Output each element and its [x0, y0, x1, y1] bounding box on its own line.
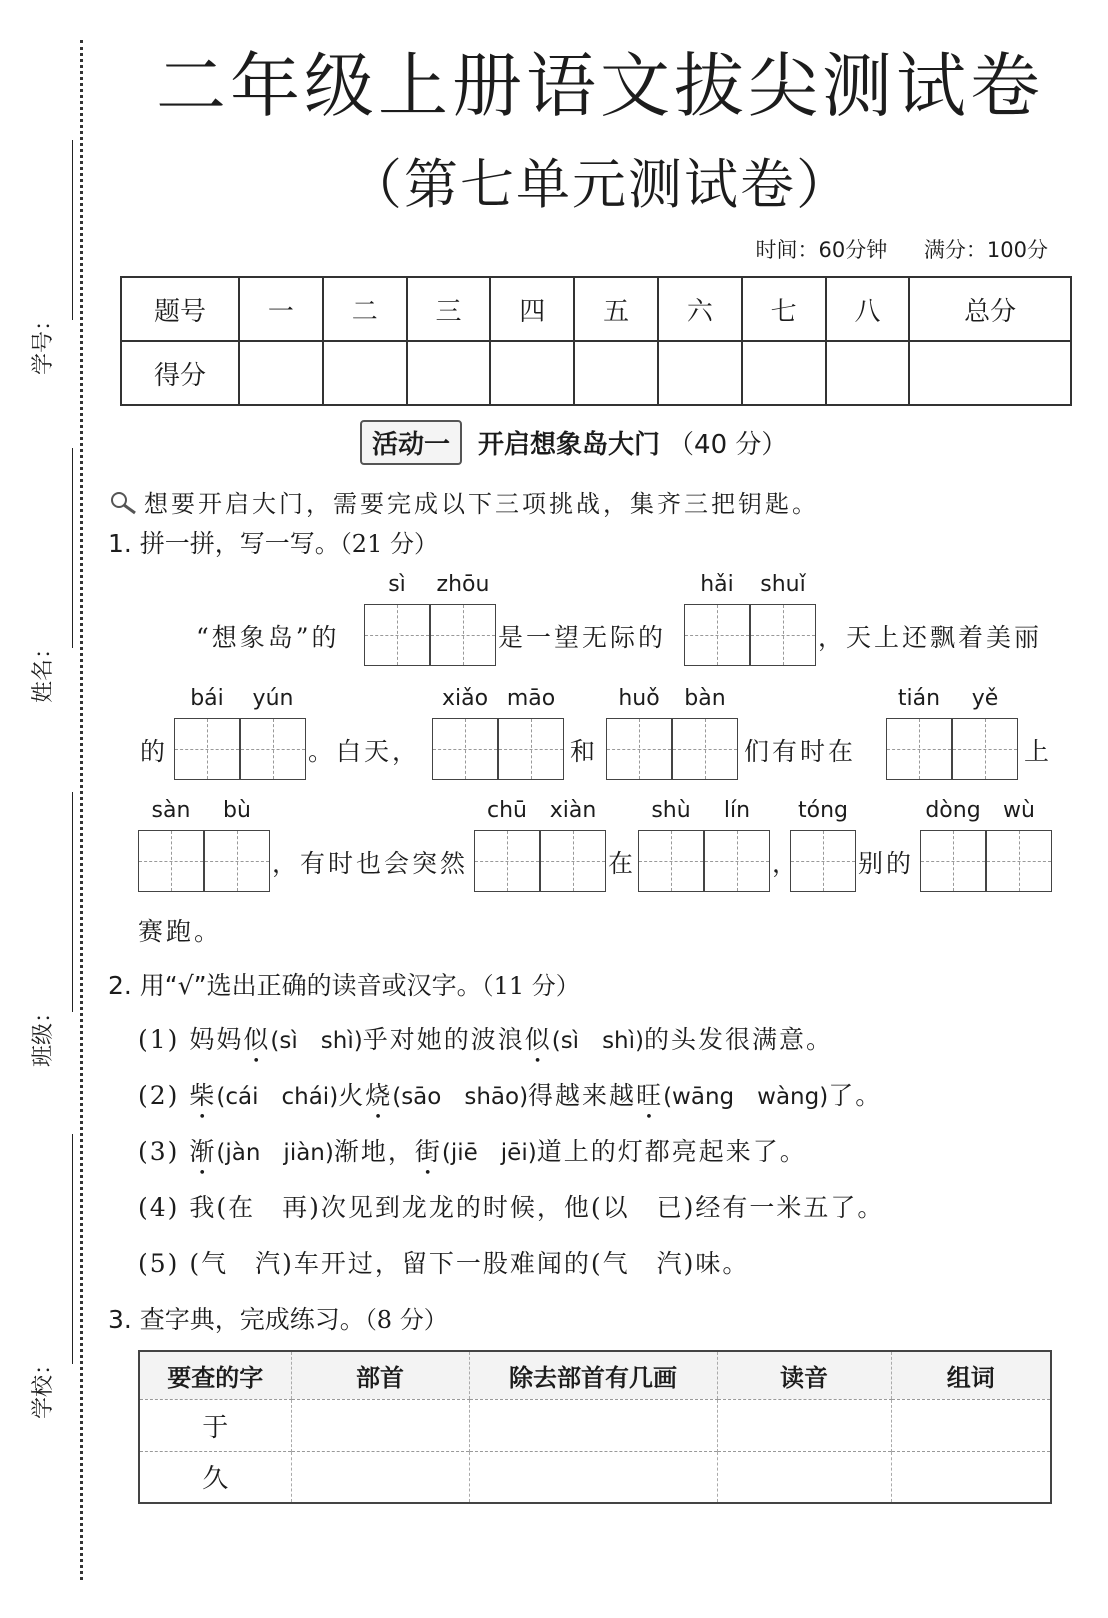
pinyin-options[interactable]: (sì shì)	[270, 1028, 363, 1054]
item-text: 的头发很满意。	[644, 1025, 834, 1054]
q1-text: 们有时在	[744, 737, 857, 766]
question-2-text: 2. 用“√”选出正确的读音或汉字。	[108, 971, 482, 1000]
item-text: 妈妈	[189, 1025, 244, 1054]
item-number: (2)	[138, 1081, 180, 1110]
question-3-text: 3. 查字典，完成练习。	[108, 1305, 365, 1334]
marked-char: 似	[524, 1025, 552, 1054]
writing-box[interactable]	[672, 718, 738, 780]
header-char: 要查的字	[139, 1351, 291, 1399]
pinyin-tong: tóng	[798, 798, 848, 823]
score-table-score-row	[121, 341, 1071, 405]
marked-char: 烧	[365, 1081, 393, 1110]
marked-char: 街	[414, 1137, 442, 1166]
pinyin-bu: bù	[223, 798, 251, 823]
q2-item-5[interactable]	[138, 1244, 749, 1280]
marked-char: 似	[243, 1025, 271, 1054]
score-cell[interactable]	[574, 341, 658, 405]
pinyin-shui: shuǐ	[760, 572, 806, 597]
score-col-8: 八	[826, 277, 910, 341]
score-cell[interactable]	[407, 341, 491, 405]
score-table-header-row	[121, 277, 1071, 341]
table-row	[139, 1451, 1051, 1503]
pinyin-options[interactable]: (wāng wàng)	[663, 1084, 829, 1110]
answer-cell[interactable]	[291, 1399, 469, 1451]
q1-text: ，天上还飘着美丽	[818, 623, 1043, 652]
q1-text: 是一望无际的	[498, 623, 667, 652]
item-text: 得越来越	[528, 1081, 637, 1110]
item-number: (1)	[138, 1025, 180, 1054]
pinyin-xian: xiàn	[549, 798, 597, 823]
answer-cell[interactable]	[717, 1399, 891, 1451]
header-reading: 读音	[717, 1351, 891, 1399]
pinyin-lin: lín	[723, 798, 751, 823]
writing-box[interactable]	[204, 830, 270, 892]
question-1-text: 1. 拼一拼，写一写。	[108, 529, 340, 558]
name-label: 姓名：	[31, 636, 56, 703]
question-3-title	[108, 1300, 448, 1336]
question-1-points: （21 分）	[339, 530, 438, 558]
header-words: 组词	[891, 1351, 1051, 1399]
answer-cell[interactable]	[891, 1399, 1051, 1451]
writing-box[interactable]	[498, 718, 564, 780]
student-number-field[interactable]	[20, 140, 76, 400]
writing-box[interactable]	[684, 604, 750, 666]
q1-text: 和	[570, 737, 599, 766]
question-1-title	[108, 524, 438, 560]
q1-text: ，	[772, 849, 801, 878]
item-text: 了。	[828, 1081, 883, 1110]
score-col-7: 七	[742, 277, 826, 341]
name-field[interactable]	[20, 448, 76, 728]
pinyin-wu: wù	[1003, 798, 1035, 823]
writing-box[interactable]	[952, 718, 1018, 780]
score-cell[interactable]	[490, 341, 574, 405]
pinyin-hai: hǎi	[700, 572, 734, 597]
score-cell[interactable]	[239, 341, 323, 405]
writing-box[interactable]	[138, 830, 204, 892]
writing-box[interactable]	[790, 830, 856, 892]
pinyin-options[interactable]: (sì shì)	[551, 1028, 644, 1054]
writing-box[interactable]	[606, 718, 672, 780]
q1-text: “想象岛”的	[196, 623, 340, 652]
activity-heading	[360, 420, 787, 465]
answer-cell[interactable]	[717, 1451, 891, 1503]
pinyin-ban: bàn	[684, 686, 726, 711]
pinyin-bai: bái	[190, 686, 224, 711]
marked-char: 旺	[636, 1081, 664, 1110]
activity-points: （40 分）	[668, 430, 788, 460]
marked-char: 渐	[189, 1137, 217, 1166]
item-number: (5)	[138, 1249, 180, 1278]
score-col-2: 二	[323, 277, 407, 341]
page-title: 二年级上册语文拔尖测试卷	[156, 45, 1044, 127]
pinyin-san: sàn	[151, 798, 191, 823]
writing-box[interactable]	[540, 830, 606, 892]
time-limit: 时间：60分钟	[755, 238, 888, 262]
question-2-title	[108, 966, 580, 1002]
page-subtitle: （第七单元测试卷）	[348, 153, 852, 216]
activity-tag: 活动一	[360, 420, 462, 465]
writing-box[interactable]	[638, 830, 704, 892]
answer-cell[interactable]	[469, 1399, 717, 1451]
writing-box[interactable]	[920, 830, 986, 892]
q1-text: 上	[1024, 737, 1053, 766]
score-cell[interactable]	[323, 341, 407, 405]
header-radical: 部首	[291, 1351, 469, 1399]
table-row	[139, 1399, 1051, 1451]
score-col-5: 五	[574, 277, 658, 341]
q1-text: 别的	[858, 849, 915, 878]
score-col-6: 六	[658, 277, 742, 341]
cut-line	[80, 40, 83, 1580]
intro-line	[108, 484, 819, 519]
pinyin-shu: shù	[651, 798, 691, 823]
lookup-char: 久	[139, 1451, 291, 1503]
q1-text: 的	[140, 737, 169, 766]
item-text: 乎对她的波浪	[362, 1025, 525, 1054]
exam-meta	[755, 234, 1048, 264]
answer-cell[interactable]	[891, 1451, 1051, 1503]
lookup-char: 于	[139, 1399, 291, 1451]
q2-item-4[interactable]	[138, 1188, 884, 1224]
q1-text: 赛跑。	[138, 917, 223, 946]
student-number-label: 学号：	[31, 308, 56, 375]
writing-box[interactable]	[174, 718, 240, 780]
answer-cell[interactable]	[291, 1451, 469, 1503]
class-field[interactable]	[20, 792, 76, 1092]
question-2-points: （11 分）	[481, 972, 580, 1000]
score-cell[interactable]	[909, 341, 1071, 405]
writing-box[interactable]	[432, 718, 498, 780]
score-label: 得分	[121, 341, 239, 405]
item-number: (4)	[138, 1193, 180, 1222]
score-col-total: 总分	[909, 277, 1071, 341]
q2-item-2[interactable]	[138, 1076, 882, 1125]
writing-box[interactable]	[240, 718, 306, 780]
score-col-1: 一	[239, 277, 323, 341]
writing-box[interactable]	[430, 604, 496, 666]
question-number-label: 题号	[121, 277, 239, 341]
pinyin-chu: chū	[487, 798, 527, 823]
intro-text: 想要开启大门，需要完成以下三项挑战，集齐三把钥匙。	[144, 490, 819, 518]
pinyin-options[interactable]: (jàn jiàn)	[216, 1140, 334, 1166]
class-line	[72, 792, 73, 1012]
item-number: (3)	[138, 1137, 180, 1166]
writing-box[interactable]	[474, 830, 540, 892]
pinyin-mao: māo	[506, 686, 556, 711]
item-text: 渐地，	[333, 1137, 415, 1166]
school-field[interactable]	[20, 1134, 76, 1444]
class-label: 班级：	[31, 1000, 56, 1067]
pinyin-options[interactable]: (cái chái)	[216, 1084, 339, 1110]
pinyin-ye: yě	[971, 686, 999, 711]
pinyin-xiao: xiǎo	[441, 686, 489, 711]
full-score: 满分：100分	[923, 238, 1048, 262]
score-cell[interactable]	[742, 341, 826, 405]
q2-item-1[interactable]	[138, 1020, 833, 1069]
activity-title: 开启想象岛大门	[478, 430, 661, 460]
header-strokes: 除去部首有几画	[469, 1351, 717, 1399]
answer-cell[interactable]	[469, 1451, 717, 1503]
writing-box[interactable]	[750, 604, 816, 666]
item-text: (气 汽)车开过，留下一股难闻的(气 汽)味。	[189, 1249, 750, 1278]
q1-text: 。白天，	[308, 737, 421, 766]
item-text: 道上的灯都亮起来了。	[536, 1137, 807, 1166]
question-3-points: （8 分）	[364, 1306, 448, 1334]
item-text: 火	[338, 1081, 366, 1110]
q2-item-3[interactable]	[138, 1132, 807, 1181]
q1-text: 在	[608, 849, 637, 878]
writing-box[interactable]	[886, 718, 952, 780]
marked-char: 柴	[189, 1081, 217, 1110]
writing-box[interactable]	[704, 830, 770, 892]
pinyin-si: sì	[388, 572, 406, 597]
item-text: 我(在 再)次见到龙龙的时候，他(以 已)经有一米五了。	[189, 1193, 885, 1222]
score-col-4: 四	[490, 277, 574, 341]
name-line	[72, 448, 73, 648]
q1-text: ，有时也会突然	[272, 849, 469, 878]
writing-box[interactable]	[986, 830, 1052, 892]
school-label: 学校：	[31, 1352, 56, 1419]
score-table	[120, 276, 1072, 406]
school-line	[72, 1134, 73, 1364]
score-cell[interactable]	[658, 341, 742, 405]
dictionary-table	[138, 1350, 1052, 1504]
pinyin-huo: huǒ	[618, 686, 660, 711]
pinyin-yun: yún	[252, 686, 294, 711]
writing-box[interactable]	[364, 604, 430, 666]
magnifier-icon	[108, 489, 138, 515]
pinyin-options[interactable]: (sāo shāo)	[392, 1084, 529, 1110]
pinyin-options[interactable]: (jiē jēi)	[441, 1140, 537, 1166]
score-cell[interactable]	[826, 341, 910, 405]
score-col-3: 三	[407, 277, 491, 341]
pinyin-zhou: zhōu	[436, 572, 490, 597]
student-number-line	[72, 140, 73, 320]
dictionary-header-row	[139, 1351, 1051, 1399]
pinyin-tian: tián	[897, 686, 941, 711]
pinyin-dong: dòng	[925, 798, 981, 823]
